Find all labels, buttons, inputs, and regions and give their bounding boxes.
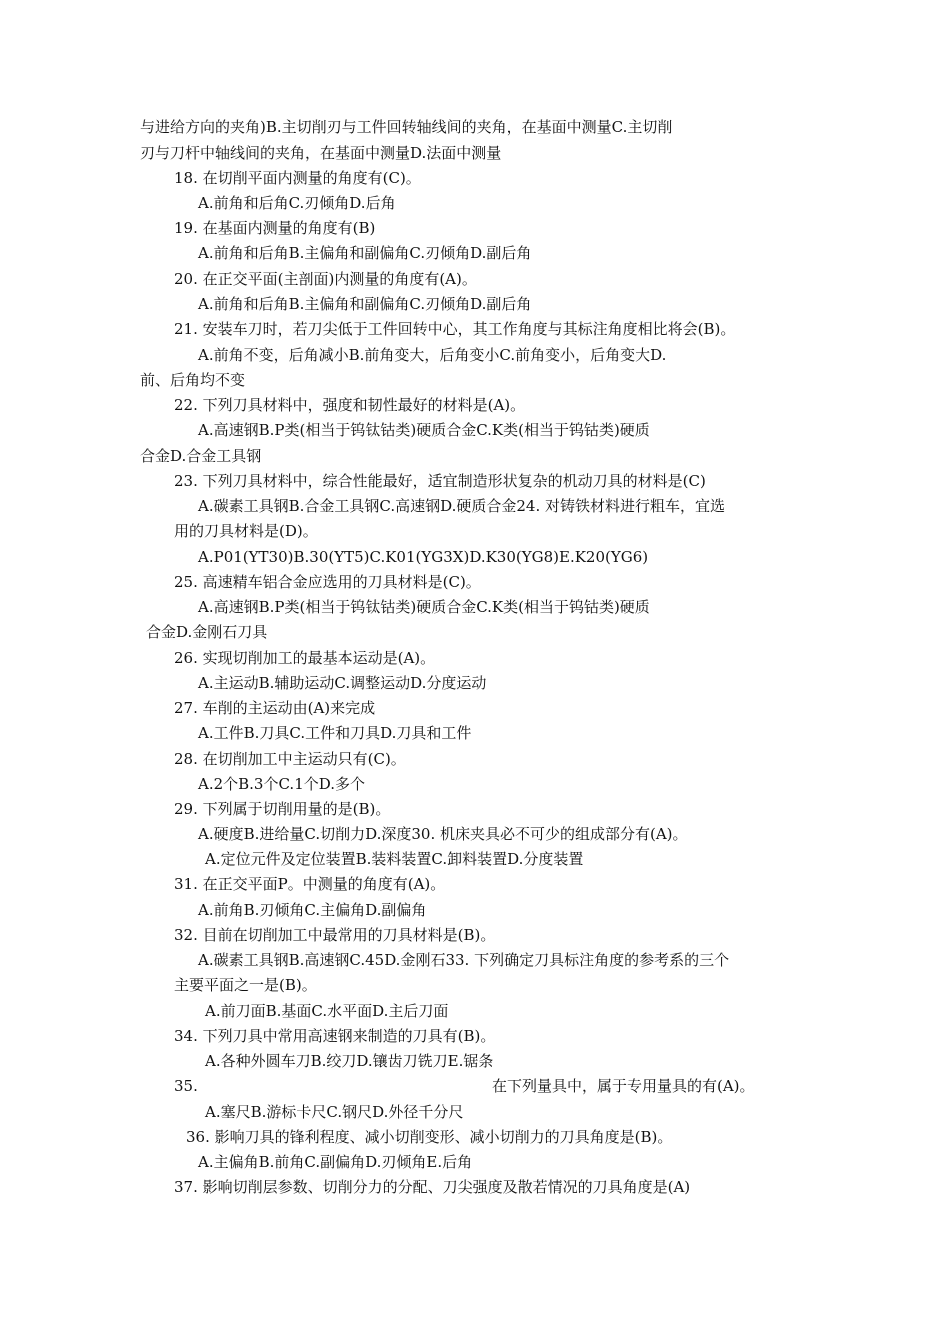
question-31: 31. 在正交平面P。中测量的角度有(A)。 — [174, 875, 446, 893]
question-27: 27. 车削的主运动由(A)来完成 — [174, 699, 376, 717]
question-22: 22. 下列刀具材料中，强度和韧性最好的材料是(A)。 — [174, 396, 526, 414]
options-26: A.主运动B.辅助运动C.调整运动D.分度运动 — [198, 674, 487, 692]
options-35: A.塞尺B.游标卡尺C.钢尺D.外径千分尺 — [205, 1103, 464, 1121]
question-25: 25. 高速精车铝合金应选用的刀具材料是(C)。 — [174, 573, 481, 591]
question-23: 23. 下列刀具材料中，综合性能最好，适宜制造形状复杂的机动刀具的材料是(C) — [174, 472, 706, 490]
options-36: A.主偏角B.前角C.副偏角D.刃倾角E.后角 — [198, 1153, 473, 1171]
question-32: 32. 目前在切削加工中最常用的刀具材料是(B)。 — [174, 926, 496, 944]
question-35-number: 35. — [174, 1077, 198, 1095]
question-19: 19. 在基面内测量的角度有(B) — [174, 219, 376, 237]
question-37: 37. 影响切削层参数、切削分力的分配、刀尖强度及散若情况的刀具角度是(A) — [174, 1178, 691, 1196]
options-20: A.前角和后角B.主偏角和副偏角C.刃倾角D.副后角 — [198, 295, 532, 313]
question-35-text: 在下列量具中，属于专用量具的有(A)。 — [492, 1077, 755, 1095]
options-25-cont: 合金D.金刚石刀具 — [146, 623, 268, 641]
options-21-cont: 前、后角均不变 — [140, 371, 246, 389]
question-34: 34. 下列刀具中常用高速钢来制造的刀具有(B)。 — [174, 1027, 496, 1045]
options-29-question-30: A.硬度B.进给量C.切削力D.深度30. 机床夹具必不可少的组成部分有(A)。 — [198, 825, 688, 843]
options-25: A.高速钢B.P类(相当于钨钛钴类)硬质合金C.K类(相当于钨钴类)硬质 — [198, 598, 650, 616]
options-34: A.各种外圆车刀B.绞刀D.镶齿刀铣刀E.锯条 — [205, 1052, 494, 1070]
question-18: 18. 在切削平面内测量的角度有(C)。 — [174, 169, 421, 187]
options-21: A.前角不变，后角减小B.前角变大，后角变小C.前角变小，后角变大D. — [198, 346, 667, 364]
options-22-cont: 合金D.合金工具钢 — [140, 447, 262, 465]
options-33: A.前刀面B.基面C.水平面D.主后刀面 — [205, 1002, 449, 1020]
options-27: A.工件B.刀具C.工件和刀具D.刀具和工件 — [198, 724, 472, 742]
options-31: A.前角B.刃倾角C.主偏角D.副偏角 — [198, 901, 427, 919]
question-28: 28. 在切削加工中主运动只有(C)。 — [174, 750, 406, 768]
options-18: A.前角和后角C.刃倾角D.后角 — [198, 194, 396, 212]
options-22: A.高速钢B.P类(相当于钨钛钴类)硬质合金C.K类(相当于钨钴类)硬质 — [198, 421, 650, 439]
options-32-question-33: A.碳素工具钢B.高速钢C.45D.金刚石33. 下列确定刀具标注角度的参考系的三个 — [198, 951, 730, 969]
options-30: A.定位元件及定位装置B.装料装置C.卸料装置D.分度装置 — [205, 850, 584, 868]
options-19: A.前角和后角B.主偏角和副偏角C.刃倾角D.副后角 — [198, 244, 532, 262]
question-33-cont: 主要平面之一是(B)。 — [174, 976, 317, 994]
question-24-cont: 用的刀具材料是(D)。 — [174, 522, 318, 540]
question-26: 26. 实现切削加工的最基本运动是(A)。 — [174, 649, 436, 667]
question-20: 20. 在正交平面(主剖面)内测量的角度有(A)。 — [174, 270, 477, 288]
text-line-2: 刃与刀杆中轴线间的夹角，在基面中测量D.法面中测量 — [140, 144, 502, 162]
options-28: A.2个B.3个C.1个D.多个 — [198, 775, 365, 793]
options-23-question-24: A.碳素工具钢B.合金工具钢C.高速钢D.硬质合金24. 对铸铁材料进行粗车，宜选 — [198, 497, 725, 515]
text-line-1: 与进给方向的夹角)B.主切削刃与工件回转轴线间的夹角，在基面中测量C.主切削 — [140, 118, 673, 136]
question-36: 36. 影响刀具的锋利程度、减小切削变形、减小切削力的刀具角度是(B)。 — [186, 1128, 673, 1146]
options-24: A.P01(YT30)B.30(YT5)C.K01(YG3X)D.K30(YG8)E.K20(YG6) — [198, 548, 649, 566]
question-21: 21. 安装车刀时，若刀尖低于工件回转中心，其工作角度与其标注角度相比将会(B)。 — [174, 320, 736, 338]
question-29: 29. 下列属于切削用量的是(B)。 — [174, 800, 391, 818]
